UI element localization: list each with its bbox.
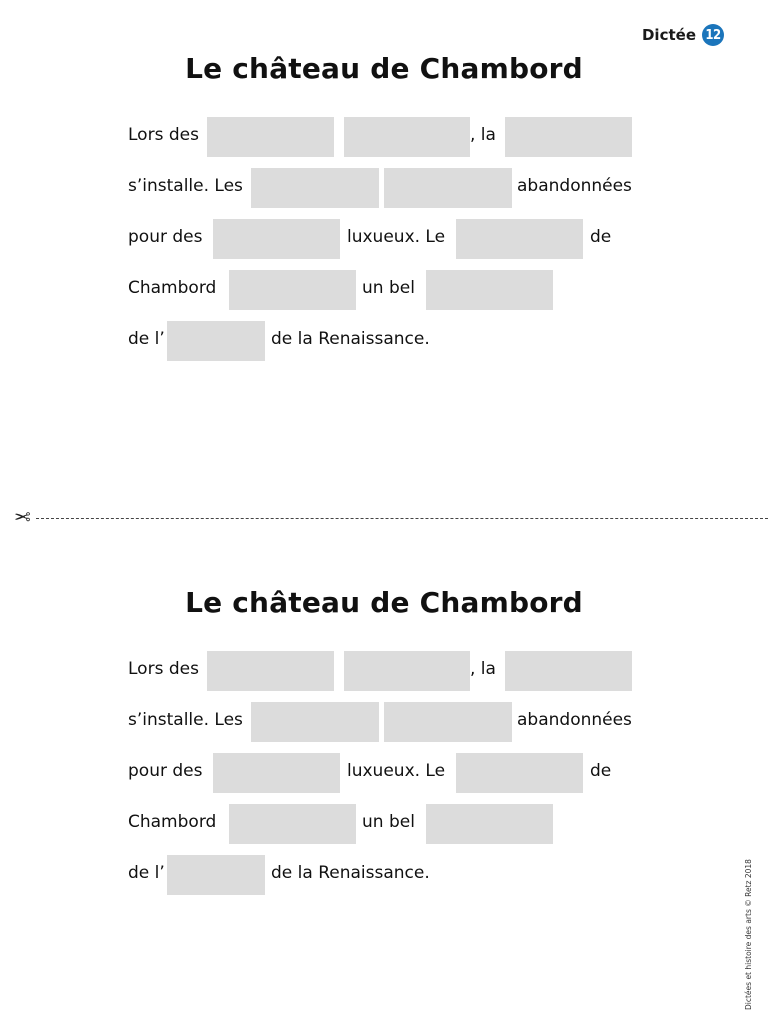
blank-field[interactable] — [426, 804, 553, 844]
line-2-text-1: s’installe. Les — [128, 176, 243, 196]
line-3-text-1: pour des — [128, 761, 203, 781]
blank-field[interactable] — [229, 270, 356, 310]
blank-field[interactable] — [456, 219, 583, 259]
line-4-text-1: Chambord — [128, 812, 217, 832]
line-5-text-2: de la Renaissance. — [271, 329, 430, 349]
blank-field[interactable] — [426, 270, 553, 310]
line-1-text-1: Lors des — [128, 125, 199, 145]
blank-field[interactable] — [505, 651, 632, 691]
dictation-title: Le château de Chambord — [185, 586, 583, 619]
line-2-text-2: abandonnées — [517, 176, 632, 196]
line-3-text-2: luxueux. Le — [347, 761, 446, 781]
blank-field[interactable] — [384, 702, 512, 742]
dictee-label: Dictée — [641, 26, 696, 44]
line-3-text-1: pour des — [128, 227, 203, 247]
line-2-text-2: abandonnées — [517, 710, 632, 730]
line-5-text-1: de l’ — [128, 863, 165, 883]
blank-field[interactable] — [229, 804, 356, 844]
line-4-text-2: un bel — [362, 278, 415, 298]
line-3-text-2: luxueux. Le — [347, 227, 446, 247]
blank-field[interactable] — [344, 117, 470, 157]
blank-field[interactable] — [213, 219, 340, 259]
blank-field[interactable] — [167, 321, 265, 361]
blank-field[interactable] — [384, 168, 512, 208]
line-1-text-2: , la — [470, 659, 496, 679]
blank-field[interactable] — [505, 117, 632, 157]
blank-field[interactable] — [251, 168, 379, 208]
blank-field[interactable] — [213, 753, 340, 793]
line-5-text-1: de l’ — [128, 329, 165, 349]
dictation-title: Le château de Chambord — [185, 52, 583, 85]
line-4-text-2: un bel — [362, 812, 415, 832]
blank-field[interactable] — [167, 855, 265, 895]
line-5-text-2: de la Renaissance. — [271, 863, 430, 883]
line-3-text-3: de — [590, 227, 612, 247]
line-2-text-1: s’installe. Les — [128, 710, 243, 730]
blank-field[interactable] — [207, 651, 334, 691]
dictee-number-badge: 12 — [702, 24, 724, 46]
copyright-note: Dictées et histoire des arts © Retz 2018 — [744, 859, 753, 1010]
line-3-text-3: de — [590, 761, 612, 781]
blank-field[interactable] — [251, 702, 379, 742]
cut-line — [36, 518, 768, 519]
blank-field[interactable] — [207, 117, 334, 157]
page-header — [642, 24, 724, 46]
line-4-text-1: Chambord — [128, 278, 217, 298]
line-1-text-1: Lors des — [128, 659, 199, 679]
blank-field[interactable] — [344, 651, 470, 691]
line-1-text-2: , la — [470, 125, 496, 145]
scissors-icon: ✂ — [14, 505, 31, 529]
blank-field[interactable] — [456, 753, 583, 793]
